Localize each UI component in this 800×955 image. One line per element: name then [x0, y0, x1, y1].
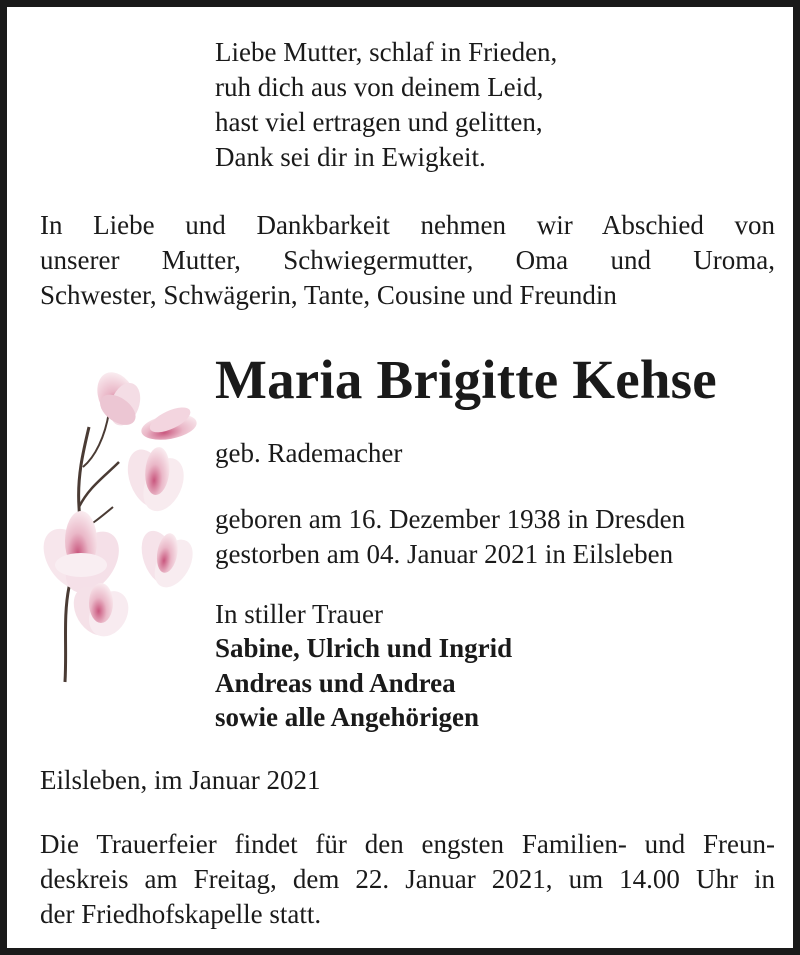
mourner-line: Andreas und Andrea	[215, 668, 456, 698]
funeral-notice	[40, 827, 775, 932]
intro-line: Schwester, Schwägerin, Tante, Cousine und Freundin	[40, 280, 617, 310]
deceased-name: Maria Brigitte Kehse	[215, 349, 717, 410]
intro-line: In Liebe und Dankbarkeit nehmen wir Abschied von	[40, 210, 775, 240]
poem	[215, 35, 557, 175]
poem-line: Dank sei dir in Ewigkeit.	[215, 142, 486, 172]
intro-paragraph	[40, 208, 775, 313]
place-date: Eilsleben, im Januar 2021	[40, 765, 321, 795]
mourning-heading: In stiller Trauer	[215, 599, 383, 629]
maiden-name: geb. Rademacher	[215, 438, 403, 468]
poem-line: Liebe Mutter, schlaf in Frieden,	[215, 37, 558, 67]
birth-line: geboren am 16. Dezember 1938 in Dresden	[215, 504, 686, 534]
mourner-line: sowie alle Angehörigen	[215, 702, 479, 732]
mourner-line: Sabine, Ulrich und Ingrid	[215, 633, 513, 663]
funeral-line: deskreis am Freitag, dem 22. Januar 2021, um 14.00 Uhr in	[40, 864, 775, 894]
poem-line: hast viel ertragen und gelitten,	[215, 107, 543, 137]
magnolia-branch-icon	[29, 357, 209, 687]
funeral-line: Die Trauerfeier findet für den engsten Familien- und Freun-	[40, 829, 775, 859]
intro-line: unserer Mutter, Schwiegermutter, Oma und Uroma,	[40, 245, 775, 275]
funeral-line: der Friedhofskapelle statt.	[40, 899, 322, 929]
death-line: gestorben am 04. Januar 2021 in Eilsleben	[215, 539, 674, 569]
poem-line: ruh dich aus von deinem Leid,	[215, 72, 544, 102]
